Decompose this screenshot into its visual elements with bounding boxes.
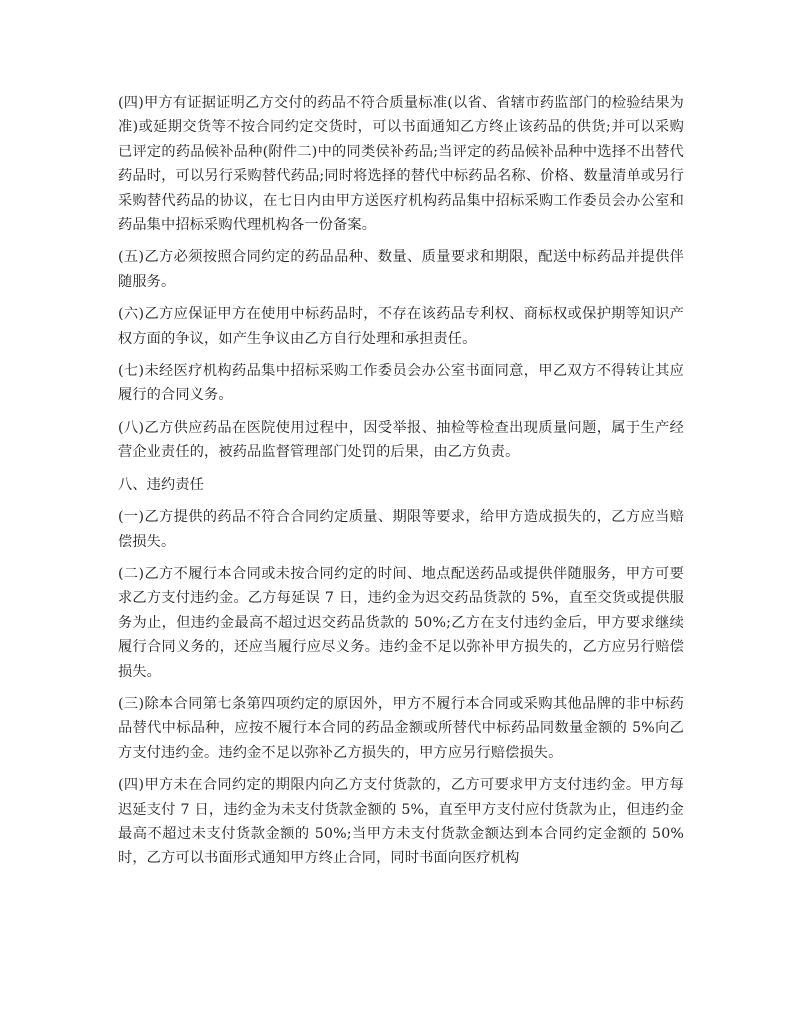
paragraph-clause-7-transfer: (七)未经医疗机构药品集中招标采购工作委员会办公室书面同意，甲乙双方不得转让其应履行的合同义务。 (118, 363, 684, 404)
paragraph-liability-1: (一)乙方提供的药品不符合合同约定质量、期限等要求，给甲方造成损失的，乙方应当赔偿损失。 (118, 509, 684, 550)
paragraph-liability-2: (二)乙方不履行本合同或未按合同约定的时间、地点配送药品或提供伴随服务，甲方可要求乙方支付违约金。乙方每延误 7 日，违约金为迟交药品货款的 5%，直至交货或提供服务为止，但违约金最高不超过迟交药品货款的 50%;乙方在支付违约金后，甲方要求继续履行合同义务的，还应当履行应尽义务。违约金不足以弥补甲方损失的，乙方应另行赔偿损失。 (118, 565, 684, 680)
paragraph-clause-6-ip-rights: (六)乙方应保证甲方在使用中标药品时，不存在该药品专利权、商标权或保护期等知识产权方面的争议，如产生争议由乙方自行处理和承担责任。 (118, 306, 684, 347)
paragraph-liability-3: (三)除本合同第七条第四项约定的原因外，甲方不履行本合同或采购其他品牌的非中标药品替代中标品种，应按不履行本合同的药品金额或所替代中标药品同数量金额的 5%向乙方支付违约金。违约金不足以弥补乙方损失的，甲方应另行赔偿损失。 (118, 695, 684, 761)
paragraph-clause-4-termination: (四)甲方有证据证明乙方交付的药品不符合质量标准(以省、省辖市药监部门的检验结果为准)或延期交货等不按合同约定交货时，可以书面通知乙方终止该药品的供货;并可以采购已评定的药品候补品种(附件二)中的同类侯补药品;当评定的药品候补品种中选择不出替代药品时，可以另行采购替代药品;同时将选择的替代中标药品名称、价格、数量清单或另行采购替代药品的协议，在七日内由甲方送医疗机构药品集中招标采购工作委员会办公室和药品集中招标采购代理机构各一份备案。 (118, 95, 684, 234)
paragraph-clause-5-delivery: (五)乙方必须按照合同约定的药品品种、数量、质量要求和期限，配送中标药品并提供伴随服务。 (118, 249, 684, 290)
section-heading-liability: 八、违约责任 (118, 476, 205, 493)
document-body (118, 91, 684, 879)
paragraph-liability-4: (四)甲方未在合同约定的期限内向乙方支付货款的，乙方可要求甲方支付违约金。甲方每迟延支付 7 日，违约金为未支付货款金额的 5%，直至甲方支付应付货款为止，但违约金最高不超过未支付货款金额的 50%;当甲方未支付货款金额达到本合同约定金额的 50%时，乙方可以书面形式通知甲方终止合同，同时书面向医疗机构 (118, 777, 684, 867)
paragraph-clause-8-quality: (八)乙方供应药品在医院使用过程中，因受举报、抽检等检查出现质量问题，属于生产经营企业责任的，被药品监督管理部门处罚的后果，由乙方负责。 (118, 419, 684, 461)
